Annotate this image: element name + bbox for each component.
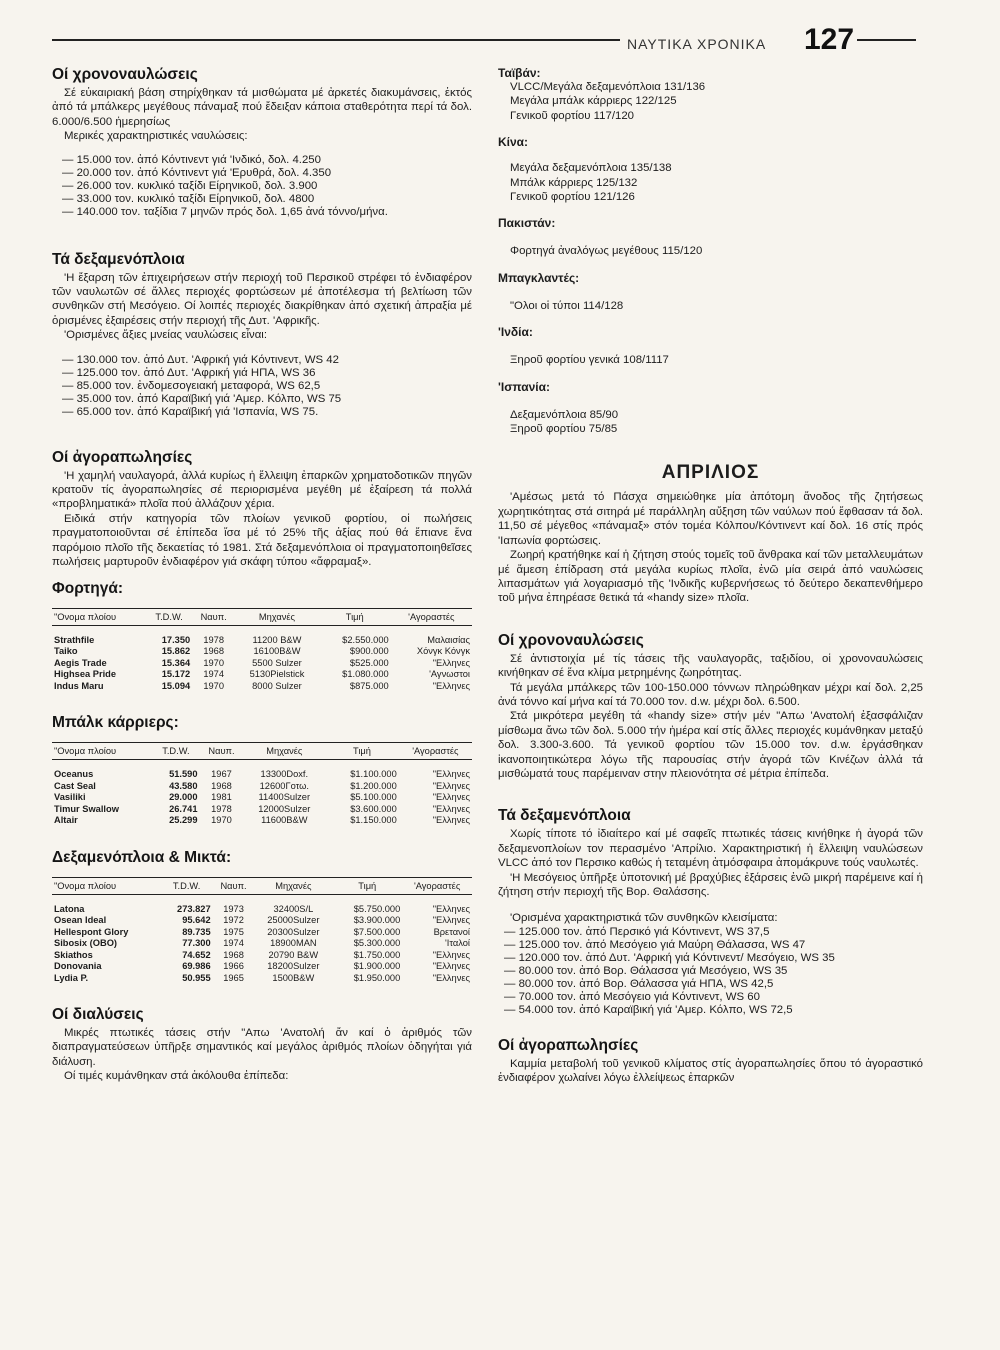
cell-engine: 12000Sulzer	[258, 803, 311, 814]
col-header-name: "Ονομα πλοίου	[52, 877, 161, 894]
right-timecharter-p3: Στά μικρότερα μεγέθη τά «handy size» στήν μέν "Απω 'Ανατολή ἐξασφάλιζαν μίσθωμα ἄνω τῶν δολ. 5.000 τήν ἡμέρα καί στίς ἄλλες περιοχές κυμάνθηκαν μεταξύ δολ. 3.300-3.600. Τά γενικοῦ φορτίου τῶν 15.000 τον. d.w. ἐργάσθηκαν ἱκανοποιητικώτερα λόγω τῆς παρουσίας στήν ἀγορά τῶν Κινέζων ἀλλά τά μισθώματά τους παρέμειναν στην πλειονότητα σέ μέτρια ἐπίπεδα.	[498, 710, 923, 780]
col-header-engine: Μηχανές	[254, 877, 332, 894]
cell-price: $900.000	[349, 646, 389, 656]
left-timecharter-title: Οί χρονοναυλώσεις	[52, 66, 198, 83]
table-row	[52, 950, 472, 962]
cell-engine: 20790 B&W	[268, 949, 319, 960]
list-item: — 125.000 τον. ἀπό Περσικό γιά Κόντινεντ, WS 37,5	[504, 926, 923, 939]
taiwan-label: Ταϊβάν:	[498, 66, 541, 80]
cell-tdw: 95.642	[182, 915, 211, 925]
cell-engine: 5500 Sulzer	[252, 657, 302, 668]
cell-price: $3.900.000	[353, 915, 401, 925]
cell-buyer: Χόνγκ Κόνγκ	[416, 646, 470, 656]
left-scrap-p2: Οί τιμές κυμάνθηκαν στά ἀκόλουθα ἐπίπεδα:	[64, 1070, 289, 1083]
cell-price: $5.300.000	[353, 938, 401, 948]
page-header	[52, 23, 916, 60]
cell-built: 1972	[223, 915, 244, 925]
cell-buyer: "Ελληνες	[432, 792, 470, 802]
right-tankers-p3: 'Ορισμένα χαρακτηριστικά τῶν συνθηκῶν κλεισίματα:	[510, 912, 778, 925]
col-header-price: Τιμή	[332, 877, 402, 894]
india-label: 'Ινδία:	[498, 325, 533, 340]
list-item: — 130.000 τον. ἀπό Δυτ. 'Αφρική γιά Κόντινεντ, WS 42	[62, 354, 472, 367]
cell-buyer: 'Αγνωστοι	[429, 669, 470, 679]
cell-engine: 32400S/L	[273, 903, 314, 914]
cell-tdw: 273.827	[177, 903, 211, 914]
bangladesh-label: Μπαγκλαντές:	[498, 270, 580, 285]
right-timecharter-title: Οί χρονοναυλώσεις	[498, 631, 644, 649]
cell-tdw: 15.364	[161, 657, 191, 668]
cell-name: Indus Maru	[54, 680, 104, 691]
list-item: — 65.000 τον. ἀπό Καραϊβική γιά 'Ισπανία, WS 75.	[62, 406, 472, 419]
cell-price: $5.100.000	[350, 792, 397, 802]
cell-tdw: 15.172	[161, 669, 191, 679]
left-sales-title: Οί ἀγοραπωλησίες	[52, 448, 193, 466]
china-label: Κίνα:	[498, 135, 529, 150]
price-line: VLCC/Μεγάλα δεξαμενόπλοια 131/136	[510, 81, 706, 93]
list-item: — 54.000 τον. ἀπό Καραϊβική γιά 'Αμερ. Κόλπο, WS 72,5	[504, 1004, 923, 1017]
april-heading: ΑΠΡΙΛΙΟΣ	[661, 462, 760, 484]
tankmix-table-title: Δεξαμενόπλοια & Μικτά:	[52, 848, 232, 866]
left-sales-p2: Ειδικά στήν κατηγορία τῶν πλοίων γενικοῦ φορτίου, οἱ πωλήσεις πραγματοποιοῦνται σέ ἐπίπεδα ἴσα μέ τό 25% τῆς ἀξίας πού θά ἔπιανε ἕνα παρόμοιο πλοῖο τῆς δεκαετίας τό 1981. Στά δεξαμενόπλοια οἱ πραγματοποιηθεῖσες πωλήσεις μαρτυροῦν ἐνδιαφέρον γιά σκάφη τύπου «ἄφραμαξ».	[52, 512, 472, 569]
left-column	[52, 66, 472, 1084]
col-header-price: Τιμή	[325, 743, 399, 760]
price-line: Δεξαμενόπλοια 85/90	[510, 408, 619, 421]
table-row	[52, 815, 472, 827]
col-header-built: Ναυπ.	[200, 743, 244, 760]
cell-built: 1967	[211, 769, 232, 779]
col-header-price: Τιμή	[319, 608, 391, 625]
col-header-engine: Μηχανές	[243, 743, 325, 760]
cell-buyer: "Ελληνες	[432, 972, 470, 983]
right-tankers-p2: 'Η Μεσόγειος ὑπῆρξε ὑποτονική μέ βραχύβιες ἐξάρσεις ἐνῶ μικρή παρέμεινε καί ἡ ζήτηση στήν περιοχή τῆς Βορ. Θαλάσσης.	[498, 871, 923, 898]
right-sales-title: Οί ἀγοραπωλησίες	[498, 1036, 639, 1054]
cell-built: 1966	[223, 961, 244, 971]
pakistan-label: Πακιστάν:	[498, 216, 556, 231]
cell-tdw: 51.590	[169, 769, 198, 779]
list-item: — 33.000 τον. κυκλικό ταξίδι Είρηνικοῦ, δολ. 4800	[62, 193, 472, 206]
right-column	[498, 66, 923, 1086]
cell-engine: 20300Sulzer	[267, 926, 320, 937]
cargo-table-title: Φορτηγά:	[52, 579, 124, 597]
spain-label: 'Ισπανία:	[498, 379, 551, 394]
cell-built: 1970	[211, 815, 232, 825]
right-timecharter-p1: Σέ ἀντιστοιχία μέ τίς τάσεις τῆς ναυλαγορᾶς, ταξιδίου, οἱ χρονοναυλώσεις κινήθηκαν σέ ἕνα κλίμα μετρημένης ζωηρότητας.	[498, 652, 923, 680]
cell-tdw: 43.580	[169, 780, 198, 791]
list-item: — 85.000 τον. ἐνδομεσογειακή μεταφορά, WS 62,5	[62, 380, 472, 393]
cell-engine: 12600Γοτω.	[259, 780, 310, 791]
cell-built: 1975	[223, 926, 244, 937]
table-header-row	[52, 877, 472, 894]
pakistan-block	[498, 216, 923, 258]
cell-buyer: "Ελληνες	[432, 803, 470, 814]
page-number: 127	[804, 23, 855, 56]
cell-name: Cast Seal	[54, 780, 96, 791]
left-tankers-p2: 'Ορισμένες ἄξιες μνείας ναυλώσεις εἶναι:	[64, 329, 268, 342]
list-item: — 35.000 τον. ἀπό Καραϊβική γιά 'Αμερ. Κόλπο, WS 75	[62, 393, 472, 406]
cell-engine: 8000 Sulzer	[252, 680, 302, 691]
cell-engine: 13300Doxf.	[260, 769, 309, 779]
left-tankers-section	[52, 251, 472, 419]
cell-price: $1.150.000	[350, 815, 397, 825]
table-row	[52, 646, 472, 658]
cell-built: 1973	[223, 903, 244, 914]
list-item: — 140.000 τον. ταξίδια 7 μηνῶν πρός δολ. 1,65 ἀνά τόννο/μήνα.	[62, 206, 472, 219]
list-item: — 125.000 τον. ἀπό Δυτ. 'Αφρική γιά ΗΠΑ, WS 36	[62, 367, 472, 380]
price-line: Ξηροῦ φορτίου 75/85	[510, 423, 618, 436]
cell-buyer: "Ελληνες	[432, 915, 470, 925]
cell-built: 1968	[211, 780, 232, 791]
price-line: Μπάλκ κάρριερς 125/132	[510, 176, 638, 189]
cell-name: Taiko	[54, 646, 78, 656]
april-p1: 'Αμέσως μετά τό Πάσχα σημειώθηκε μία ἀπότομη ἄνοδος τῆς ζητήσεως χωρητικότητας στά σιτηρά μέ παράλληλη αὔξηση τῶν ναύλων πού ἔφθασαν τά δολ. 11,50 σέ μέγεθος «πάναμαξ» στόν τομέα Κόλπου/Κόντινεντ καί δολ. 16 στίς πρός 'Ιαπωνία φορτώσεις.	[498, 491, 923, 547]
table-row	[52, 669, 472, 681]
left-timecharter-section	[52, 66, 472, 219]
cargo-ships-table	[52, 608, 472, 693]
table-row	[52, 973, 472, 985]
price-line: Γενικοῦ φορτίου 117/120	[510, 109, 634, 122]
left-timecharter-p1: Σέ εὐκαιριακή βάση στηρίχθηκαν τά μισθώματα μέ ἀρκετές διακυμάνσεις, ἐκτός ἀπό τά μπάλκερς μεγέθους πάναμαξ πού ἔδειξαν κάποια σταθερότητα περί τά δολ. 6.000/6.500 ἡμερησίως	[52, 87, 472, 128]
cell-name: Osean Ideal	[54, 915, 107, 925]
left-tankers-p1: 'Η ἔξαρση τῶν ἐπιχειρήσεων στήν περιοχή τοῦ Περσικοῦ στρέφει τό ἐνδιαφέρον τῶν ναυλωτῶν σέ ἄλλες περιοχές φορτώσεων μέ ἀποτέλεσμα τή βελτίωση τῶν συνθηκῶν στή Μεσόγειο. Οί λοιπές περιοχές διακρίθηκαν ἀπό σχετική ἀπραξία μέ ὁρισμένες ἐξαιρέσεις στήν περιοχή τῆς Δυτ. 'Αφρικῆς.	[52, 271, 472, 327]
price-line: Γενικοῦ φορτίου 121/126	[510, 191, 635, 204]
cell-buyer: "Ελληνες	[432, 769, 470, 779]
cell-name: Altair	[54, 815, 78, 825]
price-line: Μεγάλα μπάλκ κάρριερς 122/125	[510, 95, 677, 108]
cell-built: 1974	[203, 669, 224, 679]
cell-price: $3.600.000	[350, 803, 397, 814]
table-row	[52, 681, 472, 693]
cell-engine: 11400Sulzer	[258, 792, 311, 802]
right-tankers-section	[498, 807, 923, 1016]
left-sales-p1: 'Η χαμηλή ναυλαγορά, ἀλλά κυρίως ἡ ἔλλειψη ἐπαρκῶν χρηματοδοτικῶν πηγῶν κρατοῦν τίς ἀγοραπωλησίες σέ περιορισμένα μεγέθη μέ ἐξαίρεση τά πολλά «προβληματικά» πλοῖα πού ἀλλάζουν χέρια.	[52, 469, 472, 511]
right-tankers-title: Τά δεξαμενόπλοια	[498, 807, 631, 825]
cell-name: Sibosix (OBO)	[54, 938, 118, 948]
taiwan-block	[498, 66, 923, 123]
table-row	[52, 792, 472, 804]
cell-buyer: Μαλαισίας	[427, 634, 470, 645]
cell-buyer: "Ελληνες	[432, 903, 470, 914]
cell-price: $2.550.000	[342, 634, 389, 645]
list-item: — 80.000 τον. ἀπό Βορ. Θάλασσα γιά ΗΠΑ, WS 42,5	[504, 978, 923, 991]
list-item: — 70.000 τον. ἀπό Μεσόγειο γιά Κόντινεντ, WS 60	[504, 991, 923, 1004]
cell-price: $1.900.000	[353, 961, 401, 971]
cell-buyer: "Ελληνες	[432, 961, 470, 971]
cell-name: Vasiliki	[54, 792, 86, 802]
left-timecharter-list	[52, 154, 472, 219]
cell-name: Skiathos	[54, 949, 93, 960]
cell-tdw: 69.986	[182, 961, 211, 971]
cell-engine: 1500B&W	[272, 972, 315, 983]
table-row	[52, 658, 472, 670]
cell-buyer: "Ελληνες	[432, 815, 470, 825]
list-item: — 80.000 τον. ἀπό Βορ. Θάλασσα γιά Μεσόγειο, WS 35	[504, 965, 923, 978]
right-tankers-list	[498, 926, 923, 1017]
price-line: "Ολοι οἱ τύποι 114/128	[510, 299, 624, 312]
table-row	[52, 781, 472, 793]
cell-tdw: 15.094	[161, 680, 191, 691]
cell-price: $1.100.000	[350, 769, 397, 779]
price-line: Μεγάλα δεξαμενόπλοια 135/138	[510, 162, 672, 175]
cell-name: Hellespont Glory	[54, 926, 129, 937]
bulk-table-title: Μπάλκ κάρριερς:	[52, 714, 179, 731]
cell-engine: 18900MAN	[270, 938, 317, 948]
cell-name: Aegis Trade	[54, 657, 107, 668]
left-tankers-title: Τά δεξαμενόπλοια	[52, 250, 185, 268]
cell-price: $7.500.000	[353, 926, 401, 937]
cell-price: $1.200.000	[350, 780, 397, 791]
cell-name: Highsea Pride	[54, 669, 117, 679]
cell-tdw: 50.955	[182, 972, 211, 983]
col-header-buyer: 'Αγοραστές	[402, 877, 472, 894]
cell-price: $525.000	[349, 657, 389, 668]
col-header-tdw: T.D.W.	[161, 877, 213, 894]
cell-name: Timur Swallow	[54, 803, 119, 814]
cell-buyer: "Ελληνες	[432, 680, 470, 691]
price-line: Φορτηγά ἀναλόγως μεγέθους 115/120	[510, 245, 703, 258]
col-header-buyer: 'Αγοραστές	[399, 743, 472, 760]
magazine-title: ΝΑΥΤΙΚΑ ΧΡΟΝΙΚΑ	[627, 36, 767, 52]
list-item: — 120.000 τον. ἀπό Δυτ. 'Αφρική γιά Κόντινεντ/ Μεσόγειο, WS 35	[504, 952, 923, 965]
col-header-name: "Ονομα πλοίου	[52, 743, 152, 760]
cell-engine: 18200Sulzer	[267, 961, 320, 971]
right-timecharter-section	[498, 632, 923, 782]
table-row	[52, 927, 472, 939]
cell-engine: 5130Pielstick	[249, 669, 305, 679]
cell-name: Lydia P.	[54, 972, 89, 983]
cell-price: $1.750.000	[353, 949, 401, 960]
col-header-built: Ναυπ.	[213, 877, 255, 894]
bulk-carriers-table	[52, 742, 472, 827]
left-scrap-p1: Μικρές πτωτικές τάσεις στήν "Απω 'Ανατολή ἄν καί ὁ ἀριθμός τῶν διαπραγματεύσεων ὑπῆρξε σημαντικός καί μεγάλος ἀριθμός πλοίων ὁδηγήται γιά διάλυση.	[52, 1027, 472, 1068]
table-row	[52, 938, 472, 950]
list-item: — 20.000 τον. ἀπό Κόντινεντ γιά 'Ερυθρά, δολ. 4.350	[62, 167, 472, 180]
table-row	[52, 894, 472, 915]
april-section	[498, 462, 923, 605]
table-row	[52, 625, 472, 646]
cell-engine: 25000Sulzer	[267, 915, 320, 925]
cell-built: 1974	[223, 938, 244, 948]
table-row	[52, 961, 472, 973]
left-scrap-section	[52, 1006, 472, 1084]
cell-tdw: 77.300	[182, 938, 211, 948]
left-scrap-title: Οί διαλύσεις	[52, 1006, 144, 1023]
table-header-row	[52, 608, 472, 625]
cell-tdw: 15.862	[161, 646, 191, 656]
tankers-combined-table	[52, 877, 472, 985]
col-header-name: "Ονομα πλοίου	[52, 608, 146, 625]
col-header-tdw: T.D.W.	[152, 743, 199, 760]
cell-buyer: "Ελληνες	[432, 780, 470, 791]
cell-buyer: 'Ιταλοί	[444, 938, 470, 948]
cell-tdw: 25.299	[169, 815, 198, 825]
left-tankers-list	[52, 354, 472, 419]
cell-price: $875.000	[349, 680, 389, 691]
list-item: — 15.000 τον. ἀπό Κόντινεντ γιά 'Ινδικό, δολ. 4.250	[62, 154, 472, 167]
price-line: Ξηροῦ φορτίου γενικά 108/1117	[510, 354, 669, 367]
col-header-buyer: 'Αγοραστές	[391, 608, 472, 625]
april-p2: Ζωηρή κρατήθηκε καί ἡ ζήτηση στούς τομεῖς τοῦ ἄνθρακα καί τῶν μεταλλευμάτων μέ ἄμεση ἐπίδραση στά μεγάλα κυρίως πλοῖα, ἐνῶ μία σειρά ἀπό ναυλώσεις λιπασμάτων γιά λογαριασμό τῆς 'Ινδικῆς κυβερνήσεως τό δεύτερο δεκαπενθήμερο τοῦ μήνα ἐπηρέασε θετικά τά «handy size» πλοῖα.	[498, 549, 923, 605]
list-item: — 125.000 τον. ἀπό Μεσόγειο γιά Μαύρη Θάλασσα, WS 47	[504, 939, 923, 952]
right-tankers-p1: Χωρίς τίποτε τό ἰδιαίτερο καί μέ σαφεῖς πτωτικές τάσεις κινήθηκε ἡ ἀγορά τῶν δεξαμενοπλοίων τον περασμένο 'Απρίλιο. Χαρακτηριστική ἡ ἔλλειψη ναυλώσεων VLCC ἀπό τον Περσικο καθώς ἡ τεταμένη ἀτμόσφαιρα ἀπομάκρυνε τούς ναυλωτές.	[498, 828, 923, 870]
cell-engine: 16100B&W	[253, 646, 301, 656]
cell-built: 1968	[203, 646, 224, 656]
cell-engine: 11200 B&W	[252, 634, 302, 645]
header-rule-right	[857, 39, 916, 41]
table-row	[52, 804, 472, 816]
cell-price: $5.750.000	[353, 903, 401, 914]
table-row	[52, 915, 472, 927]
cell-buyer: Βρετανοί	[433, 926, 470, 937]
table-header-row	[52, 743, 472, 760]
right-timecharter-p2: Τά μεγάλα μπάλκερς τῶν 100-150.000 τόννων πληρώθηκαν μέχρι καί δολ. 2,25 ἀνά τόννο καί μήνα καί τά 70.000 τον. d.w. μέχρι δολ. 6.500.	[498, 681, 923, 708]
cell-tdw: 74.652	[182, 949, 211, 960]
china-block	[498, 135, 923, 204]
india-block	[498, 325, 923, 367]
cell-buyer: "Ελληνες	[432, 949, 470, 960]
cell-price: $1.950.000	[353, 972, 401, 983]
table-row	[52, 760, 472, 781]
cell-engine: 11600B&W	[261, 815, 308, 825]
bangladesh-block	[498, 271, 923, 313]
cell-price: $1.080.000	[342, 669, 389, 679]
spain-block	[498, 380, 923, 437]
cell-built: 1965	[223, 972, 244, 983]
cell-name: Oceanus	[54, 769, 94, 779]
left-timecharter-p2: Μερικές χαρακτηριστικές ναυλώσεις:	[64, 130, 248, 143]
cell-tdw: 89.735	[182, 926, 211, 937]
cell-name: Latona	[54, 903, 85, 914]
cell-tdw: 26.741	[169, 803, 198, 814]
cell-buyer: "Ελληνες	[432, 657, 470, 668]
cell-tdw: 29.000	[169, 792, 198, 802]
right-sales-p1: Καμμία μεταβολή τοῦ γενικοῦ κλίματος στίς ἀγοραπωλησίες ὅπου τό ἀγοραστικό ἐνδιαφέρον χωλαίνει λόγω ἐλλείψεως ἐπαρκῶν	[498, 1057, 923, 1085]
cell-name: Donovania	[54, 961, 102, 971]
cell-built: 1970	[203, 680, 224, 691]
cell-built: 1981	[211, 792, 232, 802]
cell-tdw: 17.350	[161, 634, 191, 645]
col-header-built: Ναυπ.	[192, 608, 235, 625]
list-item: — 26.000 τον. κυκλικό ταξίδι Είρηνικοῦ, δολ. 3.900	[62, 180, 472, 193]
left-sales-section	[52, 449, 472, 570]
col-header-engine: Μηχανές	[235, 608, 319, 625]
cell-name: Strathfile	[54, 634, 95, 645]
cell-built: 1978	[203, 634, 224, 645]
cell-built: 1968	[223, 949, 244, 960]
cell-built: 1970	[203, 657, 224, 668]
header-rule-left	[52, 39, 620, 41]
right-sales-section	[498, 1037, 923, 1086]
col-header-tdw: T.D.W.	[146, 608, 192, 625]
cell-built: 1978	[211, 803, 232, 814]
